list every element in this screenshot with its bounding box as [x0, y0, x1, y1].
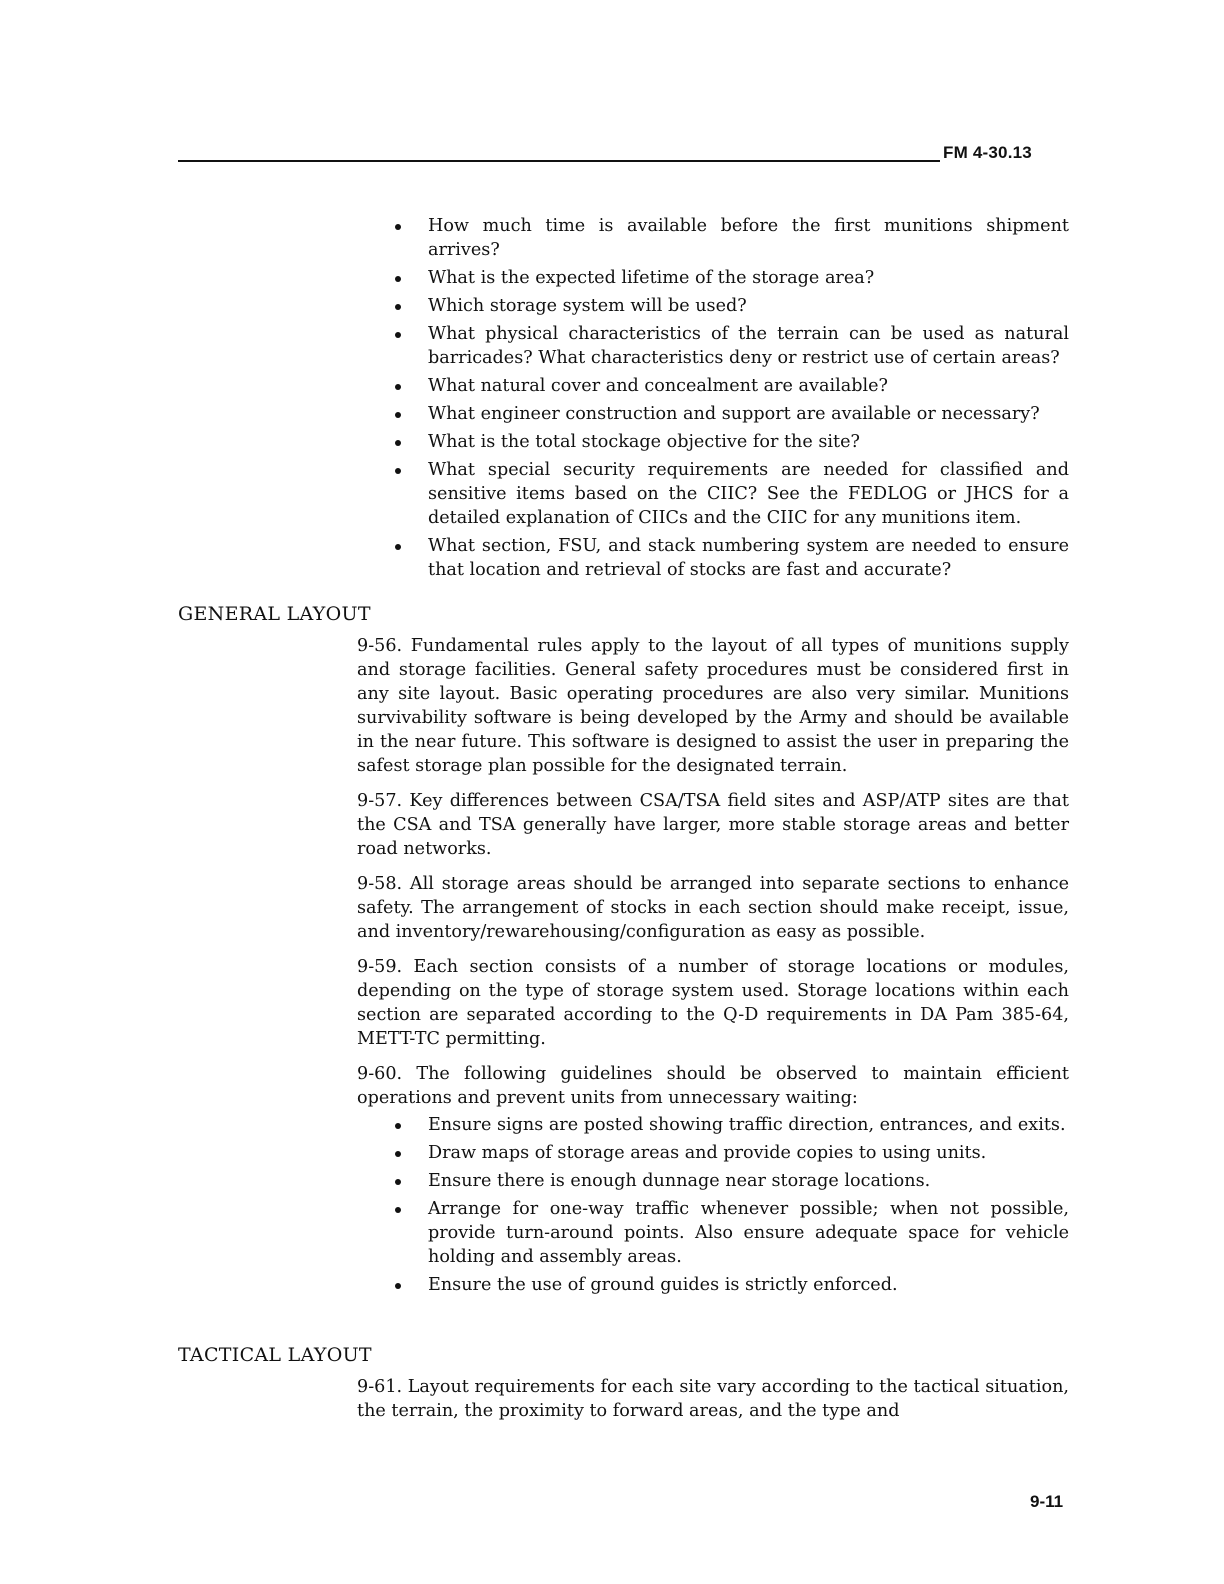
list-item-text: What is the expected lifetime of the storage area? — [428, 268, 875, 288]
bullet-icon — [395, 384, 401, 390]
bullet-icon — [395, 224, 401, 230]
list-item — [357, 430, 1069, 454]
list-item — [357, 1141, 1069, 1165]
list-item — [357, 1273, 1069, 1297]
section-heading-general-layout: GENERAL LAYOUT — [178, 603, 371, 625]
page-number: 9-11 — [1030, 1492, 1064, 1511]
bullet-icon — [395, 1207, 401, 1213]
list-item-text: What special security requirements are needed for classified and sensitive items based on the CIIC? See the FEDLOG or JHCS for a detailed explanation of CIICs and the CIIC for any munitions item. — [428, 460, 1069, 528]
list-item-text: What engineer construction and support are available or necessary? — [428, 404, 1040, 424]
paragraph-text: 9-56. Fundamental rules apply to the layout of all types of munitions supply and storage facilities. General safety procedures must be considered first in any site layout. Basic operating procedures are also very similar. Munitions survivability software is being developed by the Army and should be available in the near future. This software is designed to assist the user in preparing the safest storage plan possible for the designated terrain. — [357, 636, 1069, 776]
list-item-text: What section, FSU, and stack numbering system are needed to ensure that location and retrieval of stocks are fast and accurate? — [428, 536, 1069, 580]
paragraph-9-60 — [357, 1062, 1069, 1110]
paragraph-9-61 — [357, 1375, 1069, 1423]
bullet-icon — [395, 544, 401, 550]
paragraph-text: 9-59. Each section consists of a number of storage locations or modules, depending on the type of storage system used. Storage locations within each section are separated according to the Q-D requirements in DA Pam 385-64, METT-TC permitting. — [357, 957, 1069, 1049]
paragraph-9-57 — [357, 789, 1069, 861]
list-item-text: Which storage system will be used? — [428, 296, 747, 316]
list-item-text: Ensure signs are posted showing traffic direction, entrances, and exits. — [428, 1115, 1066, 1135]
bullet-icon — [395, 276, 401, 282]
paragraph-text: 9-57. Key differences between CSA/TSA field sites and ASP/ATP sites are that the CSA and TSA generally have larger, more stable storage areas and better road networks. — [357, 791, 1069, 859]
intro-question-list — [357, 214, 1069, 586]
list-item — [357, 214, 1069, 262]
list-item-text: What physical characteristics of the terrain can be used as natural barricades? What characteristics deny or restrict use of certain areas? — [428, 324, 1069, 368]
paragraph-text: 9-58. All storage areas should be arranged into separate sections to enhance safety. The arrangement of stocks in each section should make receipt, issue, and inventory/rewarehousing/configuration as easy as possible. — [357, 874, 1069, 942]
bullet-icon — [395, 1151, 401, 1157]
list-item — [357, 374, 1069, 398]
bullet-icon — [395, 332, 401, 338]
bullet-icon — [395, 1123, 401, 1129]
list-item-text: Ensure there is enough dunnage near storage locations. — [428, 1171, 931, 1191]
list-item-text: What natural cover and concealment are available? — [428, 376, 888, 396]
document-id: FM 4-30.13 — [943, 143, 1032, 162]
bullet-icon — [395, 304, 401, 310]
list-item-text: Arrange for one-way traffic whenever possible; when not possible, provide turn-around points. Also ensure adequate space for vehicle holding and assembly areas. — [428, 1199, 1069, 1267]
list-item — [357, 458, 1069, 530]
section-heading-tactical-layout: TACTICAL LAYOUT — [178, 1344, 372, 1366]
list-item — [357, 1169, 1069, 1193]
bullet-icon — [395, 1283, 401, 1289]
list-item — [357, 1197, 1069, 1269]
list-item-text: Draw maps of storage areas and provide copies to using units. — [428, 1143, 987, 1163]
list-item — [357, 294, 1069, 318]
paragraph-text: 9-61. Layout requirements for each site vary according to the tactical situation, the terrain, the proximity to forward areas, and the type and — [357, 1377, 1069, 1421]
list-item — [357, 402, 1069, 426]
paragraph-9-59 — [357, 955, 1069, 1051]
list-item-text: What is the total stockage objective for the site? — [428, 432, 860, 452]
header-rule — [178, 160, 940, 162]
list-item — [357, 534, 1069, 582]
list-item — [357, 266, 1069, 290]
paragraph-text: 9-60. The following guidelines should be observed to maintain efficient operations and prevent units from unnecessary waiting: — [357, 1064, 1069, 1108]
list-item — [357, 1113, 1069, 1137]
bullet-icon — [395, 1179, 401, 1185]
bullet-icon — [395, 412, 401, 418]
bullet-icon — [395, 440, 401, 446]
list-item — [357, 322, 1069, 370]
list-item-text: How much time is available before the first munitions shipment arrives? — [428, 216, 1069, 260]
guidelines-list — [357, 1113, 1069, 1301]
paragraph-9-56 — [357, 634, 1069, 778]
list-item-text: Ensure the use of ground guides is strictly enforced. — [428, 1275, 898, 1295]
bullet-icon — [395, 468, 401, 474]
paragraph-9-58 — [357, 872, 1069, 944]
